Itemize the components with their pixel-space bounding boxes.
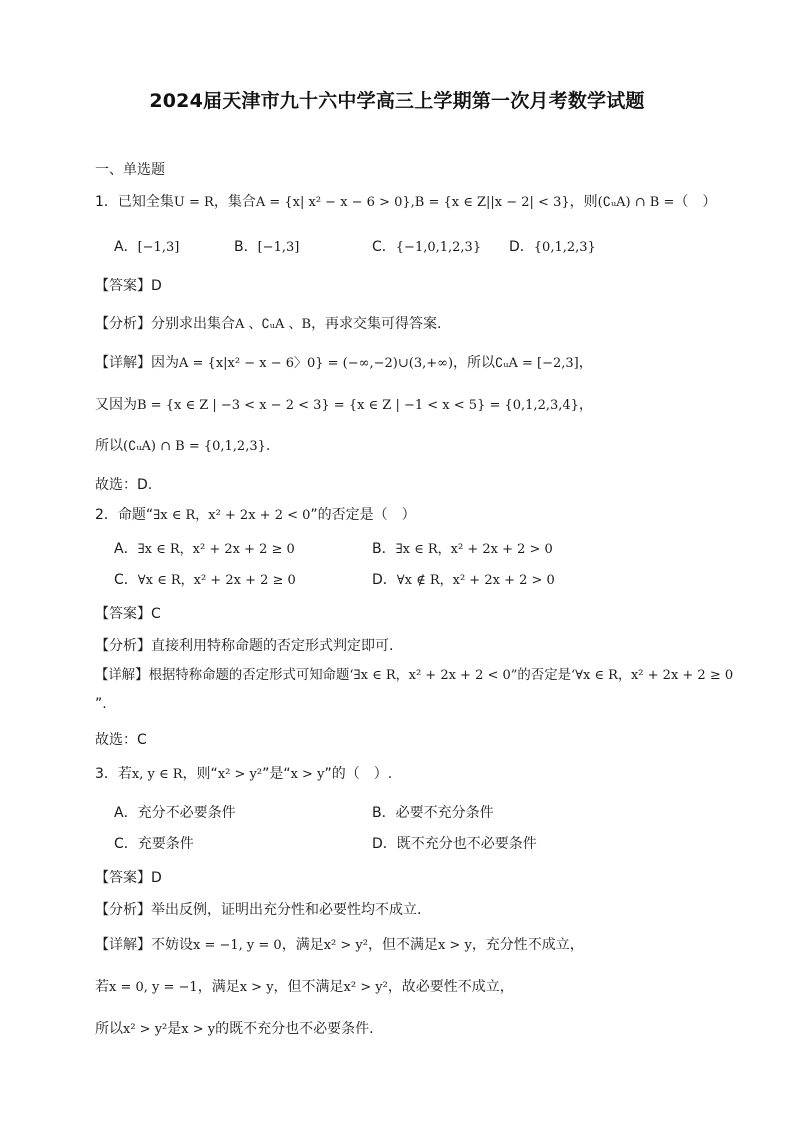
question-3-option-d: D．既不充分也不必要条件 (372, 836, 537, 852)
question-2-choose: 故选：C (95, 732, 147, 748)
question-1-option-c: C．{−1,0,1,2,3} (372, 239, 482, 255)
question-2-option-a: A．∃x ∈ R，x² + 2x + 2 ≥ 0 (114, 541, 295, 557)
question-3-analysis: 【分析】举出反例，证明出充分性和必要性均不成立. (95, 902, 422, 918)
question-3-detail-line-2: 若x = 0, y = −1，满足x > y，但不满足x² > y²，故必要性不成立， (95, 979, 514, 995)
question-2-option-c: C．∀x ∈ R，x² + 2x + 2 ≥ 0 (114, 572, 296, 588)
section-heading: 一、单选题 (95, 162, 165, 178)
question-1-stem: 1．已知全集U = R，集合A = {x| x² − x − 6 > 0},B = {x ∈ Z||x − 2| < 3}，则(∁ᵤA) ∩ B =（ ） (95, 194, 717, 210)
question-1-choose: 故选：D. (95, 477, 153, 493)
question-2-stem: 2．命题“∃x ∈ R，x² + 2x + 2 < 0”的否定是（ ） (95, 507, 416, 523)
question-1-option-b: B．[−1,3] (234, 239, 300, 255)
question-1-detail-line-2: 又因为B = {x ∈ Z | −3 < x − 2 < 3} = {x ∈ Z | −1 < x < 5} = {0,1,2,3,4}， (95, 397, 593, 413)
question-2-option-d: D．∀x ∉ R，x² + 2x + 2 > 0 (372, 572, 555, 588)
question-2-analysis: 【分析】直接利用特称命题的否定形式判定即可. (95, 638, 394, 654)
question-1-answer: 【答案】D (95, 278, 162, 294)
question-2-detail-line-1: 【详解】根据特称命题的否定形式可知命题‘∃x ∈ R，x² + 2x + 2 < 0”的否定是‘∀x ∈ R，x² + 2x + 2 ≥ 0 (95, 668, 734, 683)
question-2-answer: 【答案】C (95, 606, 161, 622)
question-1-detail-line-3: 所以(∁ᵤA) ∩ B = {0,1,2,3}. (95, 438, 271, 454)
question-2-option-b: B．∃x ∈ R，x² + 2x + 2 > 0 (372, 541, 553, 557)
question-1-analysis: 【分析】分别求出集合A 、∁ᵤA 、B，再求交集可得答案. (95, 316, 442, 332)
question-1-option-a: A．[−1,3] (114, 239, 180, 255)
page-title: 2024届天津市九十六中学高三上学期第一次月考数学试题 (149, 90, 645, 112)
question-3-option-b: B．必要不充分条件 (372, 805, 494, 821)
question-3-answer: 【答案】D (95, 870, 162, 886)
question-3-detail-line-3: 所以x² > y²是x > y的既不充分也不必要条件. (95, 1021, 374, 1037)
question-3-stem: 3．若x, y ∈ R，则“x² > y²”是“x > y”的（ ）. (95, 766, 393, 782)
question-3-option-c: C．充要条件 (114, 836, 194, 852)
question-1-detail-line-1: 【详解】因为A = {x|x² − x − 6〉0} = (−∞,−2)∪(3,+∞)，所以∁ᵤA = [−2,3]， (95, 355, 593, 371)
question-3-option-a: A．充分不必要条件 (114, 805, 236, 821)
question-2-detail-line-2: ”. (95, 696, 107, 712)
question-1-option-d: D．{0,1,2,3} (509, 239, 596, 255)
question-3-detail-line-1: 【详解】不妨设x = −1, y = 0，满足x² > y²，但不满足x > y，充分性不成立， (95, 937, 584, 953)
